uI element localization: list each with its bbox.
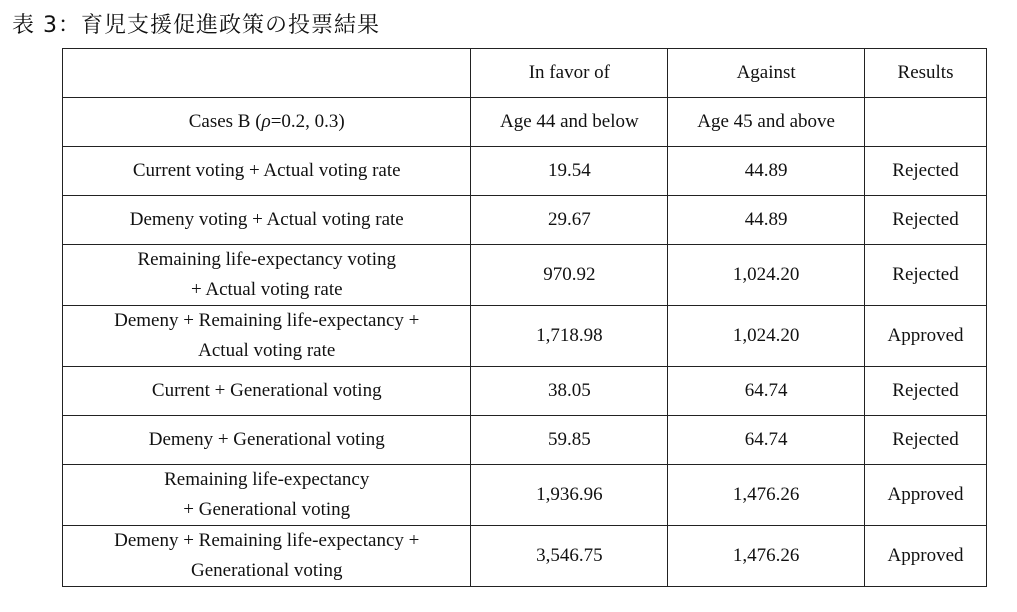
table-row <box>63 245 987 306</box>
case-prefix: Cases B ( <box>188 111 262 132</box>
table-row <box>63 416 987 465</box>
against-value: 44.89 <box>668 147 865 196</box>
result-value: Approved <box>865 526 987 587</box>
favor-value: 1,936.96 <box>471 465 668 526</box>
table-row <box>63 306 987 367</box>
against-value: 1,024.20 <box>668 306 865 367</box>
favor-group-label: Age 44 and below <box>471 98 668 147</box>
result-value: Approved <box>865 306 987 367</box>
row-label-line1: Current voting + Actual voting rate <box>132 160 401 181</box>
row-label-line1: Demeny + Remaining life-expectancy + <box>114 530 420 551</box>
against-value: 64.74 <box>668 416 865 465</box>
result-value: Rejected <box>865 196 987 245</box>
header-row <box>63 49 987 98</box>
against-value: 64.74 <box>668 367 865 416</box>
voting-results-table <box>62 48 987 587</box>
row-label-line2: + Generational voting <box>183 499 351 520</box>
table-row <box>63 526 987 587</box>
result-value: Rejected <box>865 416 987 465</box>
row-label <box>63 416 471 465</box>
table-row <box>63 465 987 526</box>
row-label-line2: Generational voting <box>191 560 343 581</box>
table-row <box>63 367 987 416</box>
table-caption: 表 3：育児支援促進政策の投票結果 <box>12 13 380 38</box>
row-label <box>63 196 471 245</box>
result-value: Rejected <box>865 367 987 416</box>
row-label <box>63 465 471 526</box>
table-row <box>63 196 987 245</box>
result-value: Approved <box>865 465 987 526</box>
header-in-favor: In favor of <box>471 49 668 98</box>
header-empty-cell <box>63 49 471 98</box>
row-label-line2: Actual voting rate <box>198 340 336 361</box>
row-label-line1: Current + Generational voting <box>151 380 382 401</box>
header-against: Against <box>668 49 865 98</box>
table-row <box>63 147 987 196</box>
favor-value: 3,546.75 <box>471 526 668 587</box>
row-label-line1: Demeny + Generational voting <box>148 429 385 450</box>
favor-value: 29.67 <box>471 196 668 245</box>
row-label-line1: Demeny + Remaining life-expectancy + <box>114 310 420 331</box>
header-results: Results <box>865 49 987 98</box>
favor-value: 38.05 <box>471 367 668 416</box>
against-value: 44.89 <box>668 196 865 245</box>
row-label <box>63 306 471 367</box>
against-value: 1,476.26 <box>668 465 865 526</box>
favor-value: 19.54 <box>471 147 668 196</box>
row-label-line2: + Actual voting rate <box>190 279 343 300</box>
subheader-row <box>63 98 987 147</box>
row-label-line1: Remaining life-expectancy voting <box>137 249 396 270</box>
row-label-line1: Demeny voting + Actual voting rate <box>129 209 404 230</box>
against-value: 1,024.20 <box>668 245 865 306</box>
row-label-line1: Remaining life-expectancy <box>164 469 370 490</box>
rho-symbol: ρ <box>261 111 271 132</box>
row-label <box>63 526 471 587</box>
results-empty-cell <box>865 98 987 147</box>
row-label <box>63 147 471 196</box>
row-label <box>63 367 471 416</box>
case-label <box>63 98 471 147</box>
against-group-label: Age 45 and above <box>668 98 865 147</box>
favor-value: 970.92 <box>471 245 668 306</box>
favor-value: 59.85 <box>471 416 668 465</box>
result-value: Rejected <box>865 147 987 196</box>
against-value: 1,476.26 <box>668 526 865 587</box>
result-value: Rejected <box>865 245 987 306</box>
favor-value: 1,718.98 <box>471 306 668 367</box>
row-label <box>63 245 471 306</box>
case-suffix: =0.2, 0.3) <box>270 111 345 132</box>
